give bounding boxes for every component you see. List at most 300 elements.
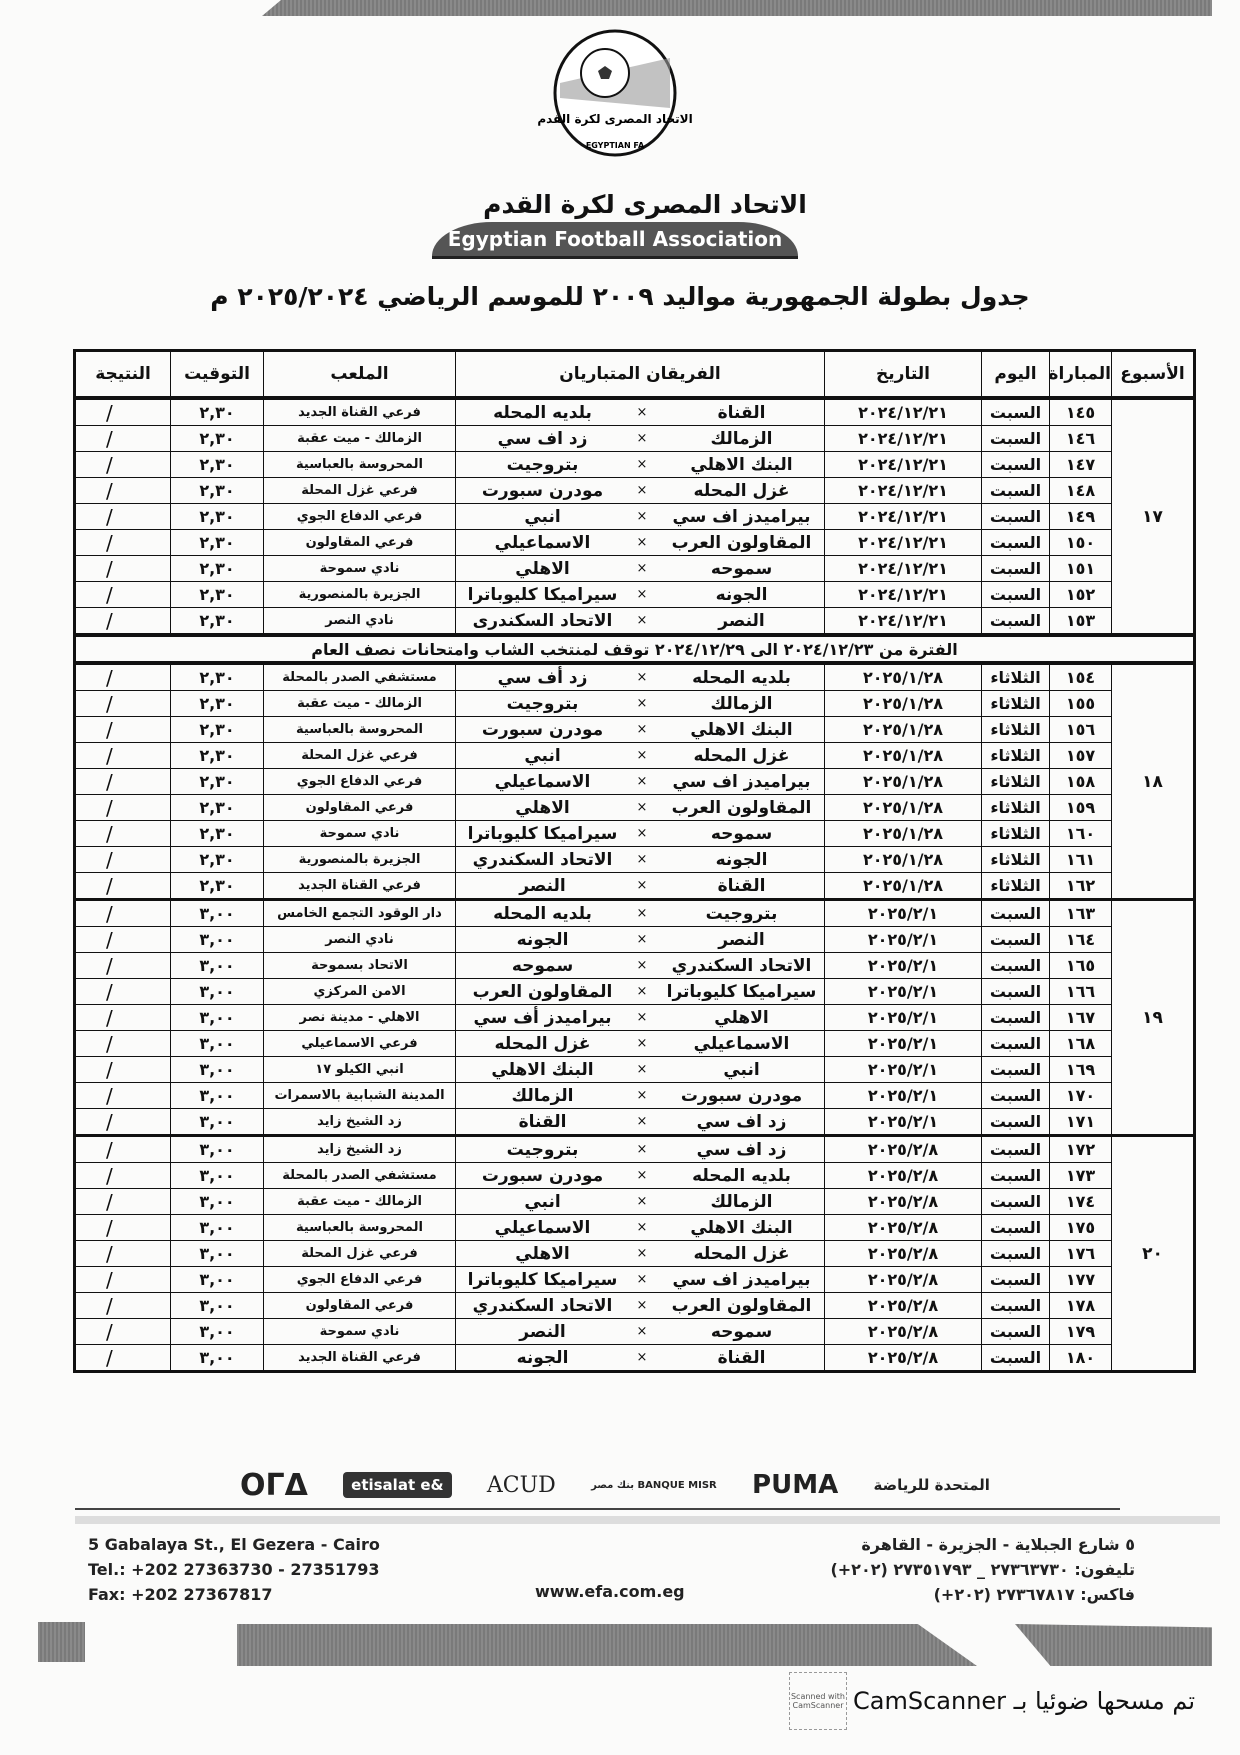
top-decorative-band bbox=[262, 0, 1212, 16]
result-cell: / bbox=[75, 847, 171, 873]
result-cell: / bbox=[75, 953, 171, 979]
result-cell: / bbox=[75, 691, 171, 717]
match-number: ١٧٦ bbox=[1050, 1241, 1112, 1267]
kickoff-time: ٣,٠٠ bbox=[171, 979, 264, 1005]
match-day: السبت bbox=[982, 1319, 1050, 1345]
kickoff-time: ٣,٠٠ bbox=[171, 1031, 264, 1057]
stadium: فرعي القناة الجديد bbox=[264, 398, 456, 426]
kickoff-time: ٢,٣٠ bbox=[171, 426, 264, 452]
vs-mark: × bbox=[636, 1088, 648, 1103]
table-row bbox=[75, 873, 1195, 900]
teams-cell bbox=[456, 478, 825, 504]
teams-cell bbox=[456, 1241, 825, 1267]
teams-cell bbox=[456, 873, 825, 900]
teams-cell bbox=[456, 1083, 825, 1109]
match-date: ٢٠٢٤/١٢/٢١ bbox=[825, 530, 982, 556]
match-number: ١٥٦ bbox=[1050, 717, 1112, 743]
away-team: بتروجيت bbox=[506, 1139, 579, 1160]
vs-mark: × bbox=[636, 1168, 648, 1183]
home-team: الاسماعيلي bbox=[693, 1033, 790, 1054]
teams-cell bbox=[456, 927, 825, 953]
match-day: السبت bbox=[982, 1005, 1050, 1031]
vs-mark: × bbox=[636, 1298, 648, 1313]
match-number: ١٧٠ bbox=[1050, 1083, 1112, 1109]
fax-line-ar: فاكس: ٢٧٣٦٧٨١٧ (٢٠٢+) bbox=[933, 1585, 1135, 1604]
teams-pair bbox=[456, 533, 824, 553]
match-number: ١٥١ bbox=[1050, 556, 1112, 582]
away-team: مودرن سبورت bbox=[481, 1165, 604, 1186]
teams-pair bbox=[456, 772, 824, 792]
away-team: الاسماعيلي bbox=[494, 771, 591, 792]
match-day: السبت bbox=[982, 530, 1050, 556]
teams-cell bbox=[456, 1215, 825, 1241]
table-row bbox=[75, 1163, 1195, 1189]
match-day: الثلاثاء bbox=[982, 847, 1050, 873]
teams-pair bbox=[456, 798, 824, 818]
result-cell: / bbox=[75, 530, 171, 556]
away-team: النصر bbox=[519, 1321, 566, 1342]
result-cell: / bbox=[75, 769, 171, 795]
match-number: ١٧٥ bbox=[1050, 1215, 1112, 1241]
stadium: فرعي المقاولون bbox=[264, 795, 456, 821]
match-number: ١٦١ bbox=[1050, 847, 1112, 873]
kickoff-time: ٢,٣٠ bbox=[171, 452, 264, 478]
stadium: فرعي الدفاع الجوي bbox=[264, 769, 456, 795]
kickoff-time: ٣,٠٠ bbox=[171, 953, 264, 979]
match-day: السبت bbox=[982, 1215, 1050, 1241]
match-number: ١٥٨ bbox=[1050, 769, 1112, 795]
teams-cell bbox=[456, 530, 825, 556]
kickoff-time: ٣,٠٠ bbox=[171, 1267, 264, 1293]
stadium: فرعي القناة الجديد bbox=[264, 1345, 456, 1372]
teams-cell bbox=[456, 847, 825, 873]
kickoff-time: ٢,٣٠ bbox=[171, 873, 264, 900]
bottom-band-left bbox=[38, 1622, 85, 1662]
kickoff-time: ٢,٣٠ bbox=[171, 582, 264, 608]
teams-pair bbox=[456, 1166, 824, 1186]
stadium: دار الوقود التجمع الخامس bbox=[264, 900, 456, 927]
address-line: 5 Gabalaya St., El Gezera - Cairo bbox=[88, 1535, 380, 1554]
home-team: المقاولون العرب bbox=[671, 532, 812, 553]
teams-cell bbox=[456, 1057, 825, 1083]
table-row bbox=[75, 1241, 1195, 1267]
home-team: بلديه المحله bbox=[692, 667, 791, 688]
table-row bbox=[75, 847, 1195, 873]
sponsor-puma-logo: PUMA bbox=[752, 1470, 839, 1500]
away-team: الاهلي bbox=[515, 1243, 570, 1264]
stadium: فرعي الدفاع الجوي bbox=[264, 1267, 456, 1293]
result-cell: / bbox=[75, 1031, 171, 1057]
match-number: ١٤٩ bbox=[1050, 504, 1112, 530]
match-date: ٢٠٢٥/٢/٨ bbox=[825, 1163, 982, 1189]
away-team: الجونه bbox=[516, 929, 569, 950]
stadium: الزمالك - ميت عقبة bbox=[264, 691, 456, 717]
kickoff-time: ٣,٠٠ bbox=[171, 1215, 264, 1241]
match-day: السبت bbox=[982, 608, 1050, 636]
stadium: انبي الكيلو ١٧ bbox=[264, 1057, 456, 1083]
match-date: ٢٠٢٤/١٢/٢١ bbox=[825, 398, 982, 426]
table-row bbox=[75, 979, 1195, 1005]
result-cell: / bbox=[75, 795, 171, 821]
match-day: السبت bbox=[982, 1345, 1050, 1372]
kickoff-time: ٣,٠٠ bbox=[171, 1345, 264, 1372]
match-day: الثلاثاء bbox=[982, 663, 1050, 691]
vs-mark: × bbox=[636, 405, 648, 420]
teams-cell bbox=[456, 743, 825, 769]
match-day: السبت bbox=[982, 927, 1050, 953]
result-cell: / bbox=[75, 821, 171, 847]
result-cell: / bbox=[75, 1241, 171, 1267]
home-team: بلديه المحله bbox=[692, 1165, 791, 1186]
sponsor-ora-logo: ОГΔ bbox=[240, 1467, 308, 1503]
match-day: السبت bbox=[982, 1189, 1050, 1215]
vs-mark: × bbox=[636, 561, 648, 576]
kickoff-time: ٣,٠٠ bbox=[171, 900, 264, 927]
match-number: ١٤٧ bbox=[1050, 452, 1112, 478]
table-body bbox=[75, 398, 1195, 1372]
home-team: بتروجيت bbox=[705, 903, 778, 924]
teams-cell bbox=[456, 504, 825, 530]
result-cell: / bbox=[75, 1319, 171, 1345]
vs-mark: × bbox=[636, 535, 648, 550]
teams-pair bbox=[456, 1008, 824, 1028]
teams-pair bbox=[456, 850, 824, 870]
camscanner-watermark bbox=[789, 1672, 1195, 1730]
website-link[interactable]: www.efa.com.eg bbox=[535, 1582, 685, 1601]
kickoff-time: ٣,٠٠ bbox=[171, 1109, 264, 1136]
match-number: ١٥٧ bbox=[1050, 743, 1112, 769]
table-header-row bbox=[75, 351, 1195, 399]
kickoff-time: ٣,٠٠ bbox=[171, 1293, 264, 1319]
vs-mark: × bbox=[636, 431, 648, 446]
home-team: انبي bbox=[723, 1059, 760, 1080]
teams-pair bbox=[456, 1218, 824, 1238]
kickoff-time: ٢,٣٠ bbox=[171, 504, 264, 530]
teams-cell bbox=[456, 795, 825, 821]
away-team: بلديه المحله bbox=[493, 402, 592, 423]
teams-pair bbox=[456, 455, 824, 475]
match-number: ١٥٥ bbox=[1050, 691, 1112, 717]
match-number: ١٤٨ bbox=[1050, 478, 1112, 504]
table-row bbox=[75, 743, 1195, 769]
match-number: ١٦٨ bbox=[1050, 1031, 1112, 1057]
vs-mark: × bbox=[636, 509, 648, 524]
table-row bbox=[75, 1345, 1195, 1372]
table-row bbox=[75, 608, 1195, 636]
stadium: المحروسة بالعباسية bbox=[264, 1215, 456, 1241]
teams-pair bbox=[456, 585, 824, 605]
camscanner-badge bbox=[789, 1672, 847, 1730]
kickoff-time: ٢,٣٠ bbox=[171, 398, 264, 426]
teams-pair bbox=[456, 1034, 824, 1054]
teams-cell bbox=[456, 582, 825, 608]
badge-line-1: Scanned with bbox=[790, 1692, 846, 1701]
vs-mark: × bbox=[636, 906, 648, 921]
home-team: سموحه bbox=[710, 558, 773, 579]
match-date: ٢٠٢٥/٢/١ bbox=[825, 927, 982, 953]
sponsor-united-sports-logo: المتحدة للرياضة bbox=[873, 1476, 990, 1494]
kickoff-time: ٢,٣٠ bbox=[171, 743, 264, 769]
away-team: القناة bbox=[518, 1111, 567, 1132]
col-day: اليوم bbox=[982, 351, 1050, 399]
schedule-table bbox=[73, 349, 1196, 1373]
table-row bbox=[75, 1057, 1195, 1083]
home-team: الجونه bbox=[715, 584, 768, 605]
stadium: الجزيرة بالمنصورية bbox=[264, 582, 456, 608]
teams-cell bbox=[456, 1163, 825, 1189]
teams-pair bbox=[456, 559, 824, 579]
vs-mark: × bbox=[636, 1036, 648, 1051]
break-row bbox=[75, 635, 1195, 663]
result-cell: / bbox=[75, 1109, 171, 1136]
match-day: السبت bbox=[982, 556, 1050, 582]
sponsor-acud-logo: ACUD bbox=[486, 1472, 556, 1498]
teams-cell bbox=[456, 426, 825, 452]
home-team: القناة bbox=[717, 1347, 766, 1368]
result-cell: / bbox=[75, 1057, 171, 1083]
col-stadium: الملعب bbox=[264, 351, 456, 399]
home-team: الزمالك bbox=[710, 428, 773, 449]
match-date: ٢٠٢٥/٢/١ bbox=[825, 1031, 982, 1057]
kickoff-time: ٢,٣٠ bbox=[171, 478, 264, 504]
kickoff-time: ٣,٠٠ bbox=[171, 1005, 264, 1031]
table-row bbox=[75, 1005, 1195, 1031]
match-day: السبت bbox=[982, 478, 1050, 504]
result-cell: / bbox=[75, 663, 171, 691]
teams-cell bbox=[456, 1136, 825, 1163]
kickoff-time: ٢,٣٠ bbox=[171, 847, 264, 873]
stadium: الجزيرة بالمنصورية bbox=[264, 847, 456, 873]
vs-mark: × bbox=[636, 1010, 648, 1025]
away-team: بلديه المحله bbox=[493, 903, 592, 924]
vs-mark: × bbox=[636, 1324, 648, 1339]
vs-mark: × bbox=[636, 1220, 648, 1235]
stadium: فرعي الدفاع الجوي bbox=[264, 504, 456, 530]
stadium: فرعي غزل المحلة bbox=[264, 1241, 456, 1267]
away-team: غزل المحله bbox=[494, 1033, 591, 1054]
match-date: ٢٠٢٤/١٢/٢١ bbox=[825, 504, 982, 530]
away-team: الاتحاد السكندري bbox=[472, 1295, 613, 1316]
stadium: المحروسة بالعباسية bbox=[264, 452, 456, 478]
stadium: نادي النصر bbox=[264, 608, 456, 636]
match-day: السبت bbox=[982, 1241, 1050, 1267]
teams-cell bbox=[456, 608, 825, 636]
vs-mark: × bbox=[636, 932, 648, 947]
teams-cell bbox=[456, 663, 825, 691]
result-cell: / bbox=[75, 1215, 171, 1241]
match-number: ١٤٦ bbox=[1050, 426, 1112, 452]
vs-mark: × bbox=[636, 878, 648, 893]
vs-mark: × bbox=[636, 1194, 648, 1209]
result-cell: / bbox=[75, 452, 171, 478]
teams-cell bbox=[456, 821, 825, 847]
away-team: الاسماعيلي bbox=[494, 532, 591, 553]
vs-mark: × bbox=[636, 1350, 648, 1365]
match-number: ١٦٥ bbox=[1050, 953, 1112, 979]
teams-pair bbox=[456, 481, 824, 501]
teams-pair bbox=[456, 1348, 824, 1368]
away-team: سيراميكا كليوباترا bbox=[467, 1269, 618, 1290]
table-row bbox=[75, 795, 1195, 821]
teams-pair bbox=[456, 904, 824, 924]
away-team: انبي bbox=[524, 745, 561, 766]
match-day: الثلاثاء bbox=[982, 691, 1050, 717]
stadium: فرعي غزل المحلة bbox=[264, 478, 456, 504]
stadium: فرعي المقاولون bbox=[264, 1293, 456, 1319]
table-row bbox=[75, 1083, 1195, 1109]
stadium: فرعي القناة الجديد bbox=[264, 873, 456, 900]
vs-mark: × bbox=[636, 613, 648, 628]
match-date: ٢٠٢٥/٢/٨ bbox=[825, 1136, 982, 1163]
stadium: نادي سموحة bbox=[264, 821, 456, 847]
vs-mark: × bbox=[636, 852, 648, 867]
address-english bbox=[88, 1532, 380, 1607]
away-team: انبي bbox=[524, 1191, 561, 1212]
stadium: نادي سموحة bbox=[264, 556, 456, 582]
match-number: ١٧٧ bbox=[1050, 1267, 1112, 1293]
stadium: مستشفي الصدر بالمحلة bbox=[264, 1163, 456, 1189]
away-team: الجونه bbox=[516, 1347, 569, 1368]
kickoff-time: ٢,٣٠ bbox=[171, 556, 264, 582]
result-cell: / bbox=[75, 504, 171, 530]
result-cell: / bbox=[75, 900, 171, 927]
match-number: ١٥٣ bbox=[1050, 608, 1112, 636]
stadium: زد الشيخ زايد bbox=[264, 1109, 456, 1136]
match-date: ٢٠٢٥/١/٢٨ bbox=[825, 769, 982, 795]
match-number: ١٧٣ bbox=[1050, 1163, 1112, 1189]
match-day: السبت bbox=[982, 1057, 1050, 1083]
table-row bbox=[75, 927, 1195, 953]
stadium: الاهلي - مدينة نصر bbox=[264, 1005, 456, 1031]
match-day: السبت bbox=[982, 1109, 1050, 1136]
week-number: ١٧ bbox=[1112, 398, 1195, 635]
teams-pair bbox=[456, 1270, 824, 1290]
teams-pair bbox=[456, 668, 824, 688]
vs-mark: × bbox=[636, 587, 648, 602]
result-cell: / bbox=[75, 873, 171, 900]
vs-mark: × bbox=[636, 1062, 648, 1077]
away-team: الاهلي bbox=[515, 558, 570, 579]
match-date: ٢٠٢٥/٢/٨ bbox=[825, 1241, 982, 1267]
vs-mark: × bbox=[636, 1142, 648, 1157]
teams-cell bbox=[456, 1267, 825, 1293]
result-cell: / bbox=[75, 979, 171, 1005]
teams-cell bbox=[456, 979, 825, 1005]
home-team: زد اف سي bbox=[696, 1111, 787, 1132]
away-team: سيراميكا كليوباترا bbox=[467, 823, 618, 844]
teams-pair bbox=[456, 982, 824, 1002]
org-name-arabic: الاتحاد المصرى لكرة القدم bbox=[483, 190, 807, 219]
result-cell: / bbox=[75, 743, 171, 769]
table-row bbox=[75, 717, 1195, 743]
vs-mark: × bbox=[636, 1114, 648, 1129]
stadium: الزمالك - ميت عقبة bbox=[264, 426, 456, 452]
away-team: سيراميكا كليوباترا bbox=[467, 584, 618, 605]
home-team: بيراميدز اف سي bbox=[672, 506, 811, 527]
away-team: البنك الاهلي bbox=[491, 1059, 594, 1080]
schedule-table-wrapper bbox=[73, 349, 1195, 1373]
match-date: ٢٠٢٤/١٢/٢١ bbox=[825, 556, 982, 582]
teams-pair bbox=[456, 1296, 824, 1316]
table-row bbox=[75, 821, 1195, 847]
table-row bbox=[75, 1031, 1195, 1057]
home-team: المقاولون العرب bbox=[671, 1295, 812, 1316]
match-date: ٢٠٢٥/١/٢٨ bbox=[825, 795, 982, 821]
result-cell: / bbox=[75, 608, 171, 636]
match-number: ١٥٢ bbox=[1050, 582, 1112, 608]
vs-mark: × bbox=[636, 1272, 648, 1287]
sponsor-banque-misr-logo: بنك مصر BANQUE MISR bbox=[591, 1479, 717, 1491]
stadium: المحروسة بالعباسية bbox=[264, 717, 456, 743]
vs-mark: × bbox=[636, 800, 648, 815]
match-day: الثلاثاء bbox=[982, 821, 1050, 847]
teams-pair bbox=[456, 720, 824, 740]
table-row bbox=[75, 452, 1195, 478]
result-cell: / bbox=[75, 478, 171, 504]
table-row bbox=[75, 478, 1195, 504]
vs-mark: × bbox=[636, 457, 648, 472]
match-number: ١٦٢ bbox=[1050, 873, 1112, 900]
stadium: زد الشيخ زايد bbox=[264, 1136, 456, 1163]
teams-pair bbox=[456, 956, 824, 976]
teams-pair bbox=[456, 611, 824, 631]
away-team: انبي bbox=[524, 506, 561, 527]
stadium: فرعي غزل المحلة bbox=[264, 743, 456, 769]
home-team: غزل المحله bbox=[693, 745, 790, 766]
stadium: الزمالك - ميت عقبة bbox=[264, 1189, 456, 1215]
match-number: ١٦٤ bbox=[1050, 927, 1112, 953]
kickoff-time: ٢,٣٠ bbox=[171, 663, 264, 691]
home-team: الزمالك bbox=[710, 693, 773, 714]
table-row bbox=[75, 691, 1195, 717]
teams-cell bbox=[456, 398, 825, 426]
kickoff-time: ٢,٣٠ bbox=[171, 717, 264, 743]
stadium: نادي النصر bbox=[264, 927, 456, 953]
away-team: زد أف سي bbox=[497, 667, 588, 688]
table-row bbox=[75, 556, 1195, 582]
col-date: التاريخ bbox=[825, 351, 982, 399]
table-row bbox=[75, 1189, 1195, 1215]
teams-pair bbox=[456, 930, 824, 950]
table-row bbox=[75, 953, 1195, 979]
teams-cell bbox=[456, 1031, 825, 1057]
home-team: سيراميكا كليوباترا bbox=[666, 981, 817, 1002]
sponsor-logos bbox=[240, 1460, 990, 1510]
teams-cell bbox=[456, 1189, 825, 1215]
result-cell: / bbox=[75, 398, 171, 426]
match-day: السبت bbox=[982, 426, 1050, 452]
table-row bbox=[75, 1136, 1195, 1163]
footer-divider-shadow bbox=[75, 1516, 1220, 1524]
match-date: ٢٠٢٥/١/٢٨ bbox=[825, 743, 982, 769]
match-number: ١٤٥ bbox=[1050, 398, 1112, 426]
result-cell: / bbox=[75, 426, 171, 452]
match-day: الثلاثاء bbox=[982, 743, 1050, 769]
match-date: ٢٠٢٤/١٢/٢١ bbox=[825, 452, 982, 478]
result-cell: / bbox=[75, 1189, 171, 1215]
match-day: السبت bbox=[982, 1031, 1050, 1057]
result-cell: / bbox=[75, 717, 171, 743]
table-row bbox=[75, 1293, 1195, 1319]
match-number: ١٥٩ bbox=[1050, 795, 1112, 821]
match-date: ٢٠٢٤/١٢/٢١ bbox=[825, 478, 982, 504]
home-team: القناة bbox=[717, 402, 766, 423]
match-day: السبت bbox=[982, 1083, 1050, 1109]
match-date: ٢٠٢٥/٢/١ bbox=[825, 1005, 982, 1031]
kickoff-time: ٢,٣٠ bbox=[171, 821, 264, 847]
match-date: ٢٠٢٥/٢/٨ bbox=[825, 1189, 982, 1215]
result-cell: / bbox=[75, 1136, 171, 1163]
